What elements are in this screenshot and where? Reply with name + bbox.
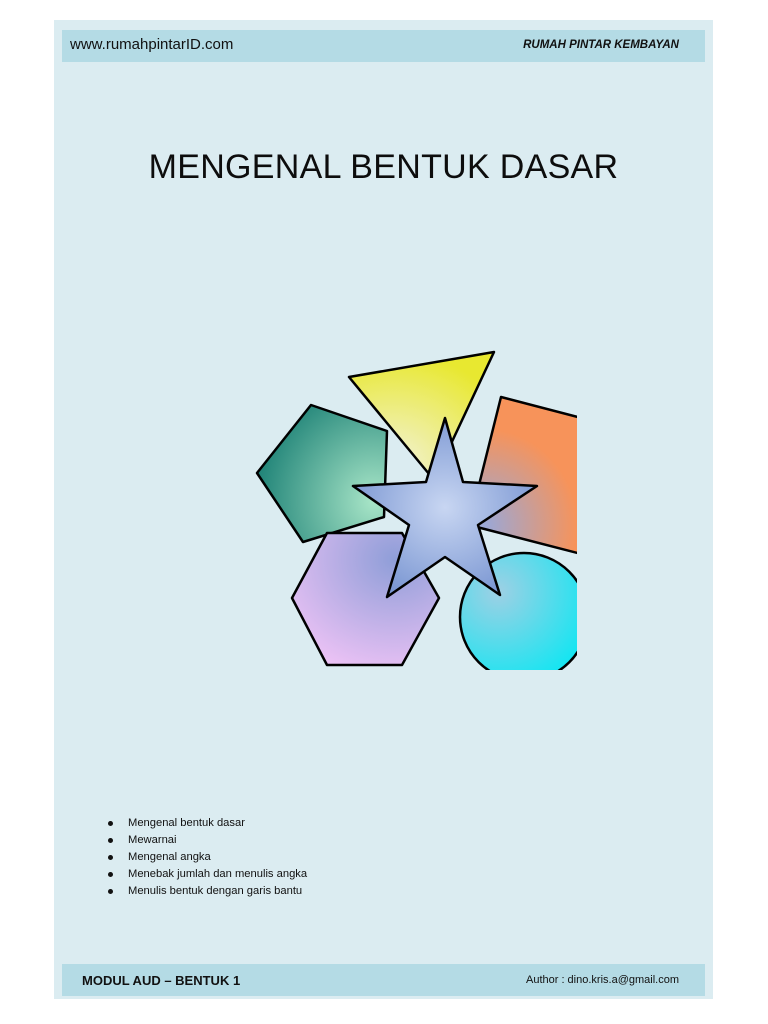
bullet-icon: [108, 855, 113, 860]
list-item: [106, 866, 307, 883]
header-website: www.rumahpintarID.com: [70, 36, 234, 53]
footer-bar: [62, 964, 705, 996]
bullet-icon: [108, 889, 113, 894]
list-item-text: Mewarnai: [128, 834, 177, 846]
list-item: [106, 849, 307, 866]
pentagon-shape: [257, 405, 387, 542]
header-organization: RUMAH PINTAR KEMBAYAN: [523, 39, 679, 51]
document-page: [54, 20, 713, 999]
page-title: MENGENAL BENTUK DASAR: [148, 148, 619, 186]
list-item-text: Menulis bentuk dengan garis bantu: [128, 885, 303, 897]
list-item: [106, 883, 307, 900]
footer-module-name: MODUL AUD – BENTUK 1: [82, 973, 241, 988]
list-item-text: Mengenal bentuk dasar: [128, 817, 245, 829]
list-item: [106, 832, 307, 849]
list-item-text: Mengenal angka: [128, 851, 211, 863]
list-item-text: Menebak jumlah dan menulis angka: [128, 868, 308, 880]
bullet-icon: [108, 838, 113, 843]
bullet-icon: [108, 872, 113, 877]
list-item: [106, 815, 307, 832]
header-bar: [62, 30, 705, 62]
square-shape: [469, 397, 577, 557]
learning-goals-list: [106, 815, 307, 900]
bullet-icon: [108, 821, 113, 826]
footer-author: Author : dino.kris.a@gmail.com: [525, 974, 679, 986]
basic-shapes-illustration: [197, 325, 577, 670]
